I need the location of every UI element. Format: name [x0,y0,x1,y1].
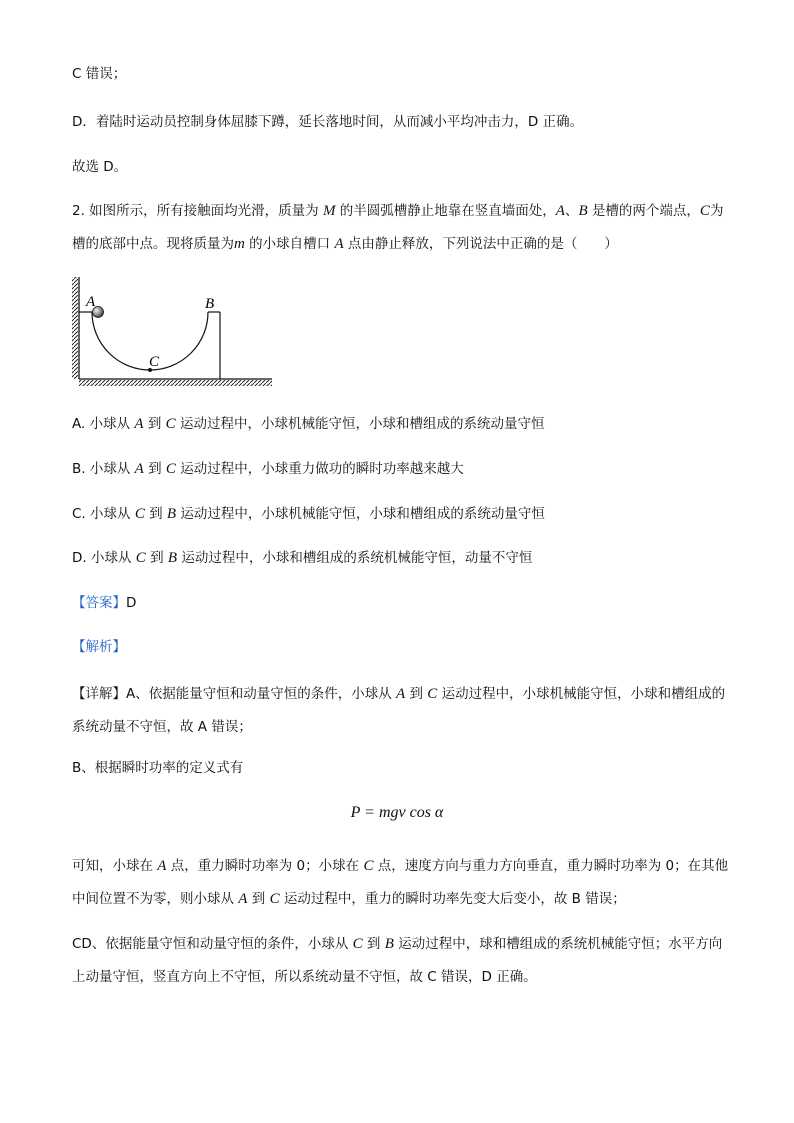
power-formula: P = mgv cos α [350,804,444,821]
ground-hatching [79,380,272,386]
label-c: C [149,354,160,370]
answer-line [72,593,136,613]
option-c: C. 小球从 C 到 B 运动过程中，小球机械能守恒，小球和槽组成的系统动量守恒 [72,506,545,522]
label-b: B [205,296,215,312]
detail-cd: CD、依据能量守恒和动量守恒的条件，小球从 C 到 B 运动过程中，球和槽组成的系统机械能守恒；水平方向上动量守恒，竖直方向上不守恒，所以系统动量不守恒，故 C 错误，D 正确。 [72,936,723,985]
answer-value: D [126,595,137,611]
wall-hatching [72,277,78,379]
detail-a: 【详解】A、依据能量守恒和动量守恒的条件，小球从 A 到 C 运动过程中，小球机械能守恒，小球和槽组成的系统动量不守恒，故 A 错误； [72,686,726,735]
prev-d-explanation: D．着陆时运动员控制身体屈膝下蹲，延长落地时间，从而减小平均冲击力，D 正确。 [72,114,584,130]
semicircle-groove-figure [70,275,280,390]
prev-c-wrong: C 错误； [72,66,127,82]
detail-b: 可知，小球在 A 点，重力瞬时功率为 0；小球在 C 点，速度方向与重力方向垂直，重力瞬时功率为 0；在其他中间位置不为零，则小球从 A 到 C 运动过程中，重力的瞬时功率先变大后变小，故 B 错误； [72,858,729,907]
option-a: A. 小球从 A 到 C 运动过程中，小球机械能守恒，小球和槽组成的系统动量守恒 [72,416,545,432]
question-2-stem: 2. 如图所示，所有接触面均光滑，质量为 M 的半圆弧槽静止地靠在竖直墙面处，A、B 是槽的两个端点，C为槽的底部中点。现将质量为m 的小球自槽口 A 点由静止释放，下列说法中正确的是（ ） [72,203,724,252]
label-a: A [86,294,96,310]
analysis-tag: 【解析】 [72,639,126,655]
prev-choose-d: 故选 D。 [72,159,128,175]
detail-b-intro: B、根据瞬时功率的定义式有 [72,760,244,776]
option-b: B. 小球从 A 到 C 运动过程中，小球重力做功的瞬时功率越来越大 [72,461,464,477]
option-d: D. 小球从 C 到 B 运动过程中，小球和槽组成的系统机械能守恒，动量不守恒 [72,550,533,566]
answer-tag: 【答案】 [72,595,126,611]
